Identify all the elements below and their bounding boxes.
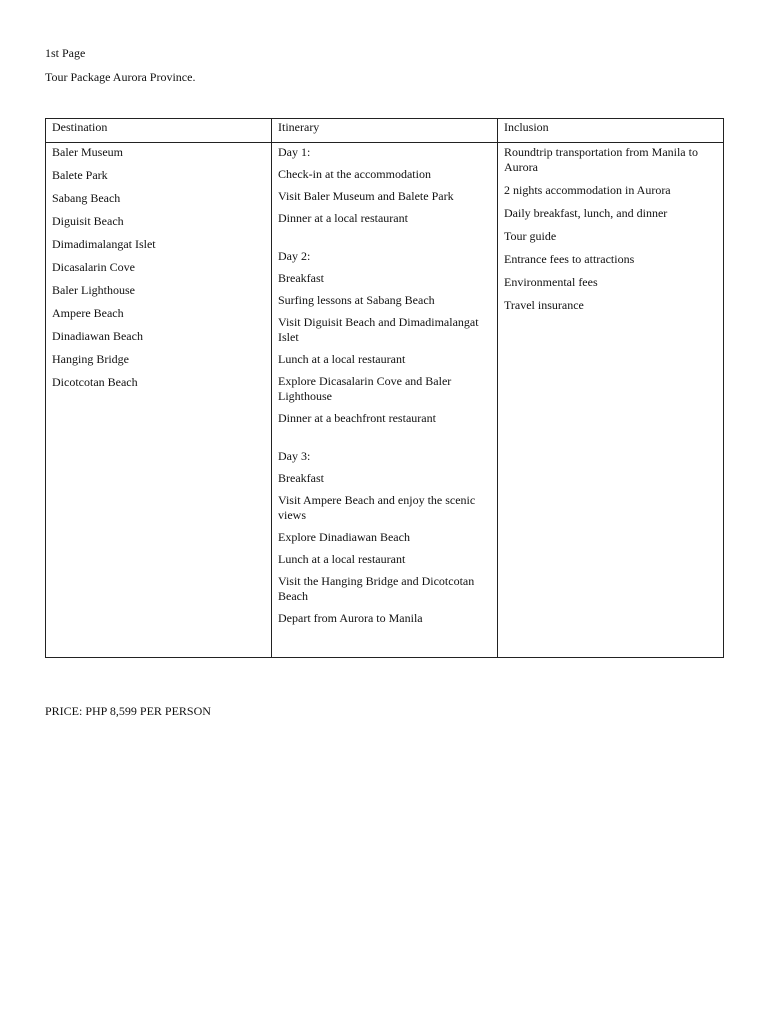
itinerary-item: Lunch at a local restaurant [278,352,406,366]
tour-package-table [45,118,724,658]
header-destination: Destination [46,119,272,143]
destination-item: Dicasalarin Cove [52,260,135,274]
itinerary-item: Breakfast [278,471,324,485]
itinerary-item: Depart from Aurora to Manila [278,611,423,625]
table-row [46,143,724,658]
inclusion-item: Travel insurance [504,298,584,312]
table-header-row [46,119,724,143]
destination-item: Hanging Bridge [52,352,129,366]
itinerary-item: Visit Baler Museum and Balete Park [278,189,454,203]
header-itinerary: Itinerary [272,119,498,143]
inclusion-item: Roundtrip transportation from Manila to Aurora [504,145,698,174]
destination-item: Sabang Beach [52,191,121,205]
destination-item: Balete Park [52,168,108,182]
destination-cell [46,143,272,658]
itinerary-item: Visit Diguisit Beach and Dimadimalangat Islet [278,315,479,344]
destination-item: Ampere Beach [52,306,124,320]
destination-item: Dimadimalangat Islet [52,237,156,251]
destination-item: Dicotcotan Beach [52,375,138,389]
itinerary-item: Visit the Hanging Bridge and Dicotcotan Beach [278,574,475,603]
inclusion-cell [498,143,724,658]
inclusion-item: Daily breakfast, lunch, and dinner [504,206,668,220]
inclusion-item: Tour guide [504,229,557,243]
destination-item: Baler Museum [52,145,123,159]
header-inclusion: Inclusion [498,119,724,143]
destination-item: Baler Lighthouse [52,283,135,297]
inclusion-item: 2 nights accommodation in Aurora [504,183,671,197]
page-label: 1st Page [45,46,86,60]
itinerary-day-heading: Day 3: [278,449,311,463]
inclusion-item: Entrance fees to attractions [504,252,635,266]
itinerary-item: Lunch at a local restaurant [278,552,406,566]
inclusion-item: Environmental fees [504,275,598,289]
itinerary-day-heading: Day 1: [278,145,311,159]
destination-item: Dinadiawan Beach [52,329,143,343]
price-line: PRICE: PHP 8,599 PER PERSON [45,704,211,718]
itinerary-cell [272,143,498,658]
itinerary-item: Surfing lessons at Sabang Beach [278,293,435,307]
itinerary-item: Dinner at a local restaurant [278,211,408,225]
document-title: Tour Package Aurora Province. [45,70,196,84]
itinerary-item: Explore Dicasalarin Cove and Baler Lighthouse [278,374,452,403]
itinerary-day-heading: Day 2: [278,249,311,263]
itinerary-item: Breakfast [278,271,324,285]
itinerary-item: Check-in at the accommodation [278,167,431,181]
itinerary-item: Visit Ampere Beach and enjoy the scenic views [278,493,476,522]
itinerary-item: Dinner at a beachfront restaurant [278,411,436,425]
destination-item: Diguisit Beach [52,214,124,228]
itinerary-item: Explore Dinadiawan Beach [278,530,410,544]
